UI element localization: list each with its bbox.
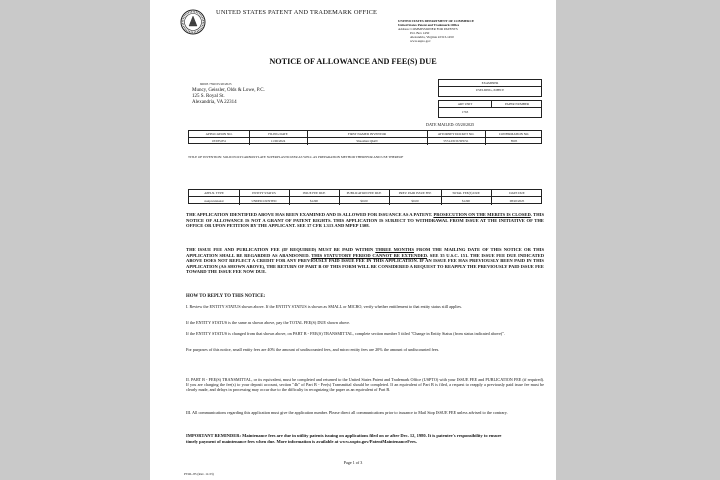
customer-codes: 60003 7590 05/20/2025 <box>200 82 232 86</box>
header-cell: APPLICATION NO. <box>205 132 233 136</box>
examiner-box <box>438 79 542 97</box>
addressee-block <box>192 88 265 106</box>
issue-fee-due: $1290 <box>310 199 318 203</box>
dept-line: Address: COMMISSIONER FOR PATENTS <box>398 27 458 31</box>
header-cell: ENTITY STATUS <box>252 191 276 195</box>
prev-paid-issue-fee: $0.00 <box>411 199 419 203</box>
header-cell: CONFIRMATION NO. <box>498 132 530 136</box>
maintenance-fee-reminder: IMPORTANT REMINDER: Maintenance fees are due in utility patents issuing on applications filed on or after Dec. 12, 1980. It is patentee's responsibility to ensure timely payment of maintenance fees when due. More information is available at www.uspto.gov/PatentMaintenanceFees. <box>186 433 502 444</box>
header-cell: ISSUE FEE DUE <box>302 191 326 195</box>
header-cell: FIRST NAMED INVENTOR <box>347 132 387 136</box>
application-number: 18/935,851 <box>211 139 227 143</box>
instruction-paragraph: If the ENTITY STATUS is the same as shown above, pay the TOTAL FEE(S) DUE shown above. <box>186 320 351 325</box>
instruction-paragraph: II. PART B - FEE(S) TRANSMITTAL, or its equivalent, must be completed and returned to the United States Patent and Trademark Office (USPTO) with your ISSUE FEE and PUBLICATION FEE (if required). If you are charging the fee(s) to your deposit account, section "4b" of Part B - Fee(s) Transmittal should be completed. If an equivalent of Part B is filed, a request to reapply a previously paid issue fee must be clearly made, and delays in processing may occur due to the difficulty in recognizing the paper as an equivalent of Part B. <box>186 377 544 392</box>
dept-line: www.uspto.gov <box>410 39 431 43</box>
entity-status: UNDISCOUNTED <box>251 199 277 203</box>
header-cell: APPLN. TYPE <box>204 191 224 195</box>
fee-due-paragraph: THE ISSUE FEE AND PUBLICATION FEE (IF REQUIRED) MUST BE PAID WITHIN THREE MONTHS FROM THE MAILING DATE OF THIS NOTICE OR THIS APPLICATION SHALL BE REGARDED AS ABANDONED. THIS STATUTORY PERIOD CANNOT BE EXTENDED. SEE 35 U.S.C. 151. THE ISSUE FEE DUE INDICATED ABOVE DOES NOT REFLECT A CREDIT FOR ANY PREVIOUSLY PAID ISSUE FEE IN THIS APPLICATION. IF AN ISSUE FEE HAS PREVIOUSLY BEEN PAID IN THIS APPLICATION (AS SHOWN ABOVE), THE RETURN OF PART B OF THIS FORM WILL BE CONSIDERED A REQUEST TO REAPPLY THE PREVIOUSLY PAID ISSUE FEE TOWARD THE ISSUE FEE NOW DUE. <box>186 247 545 275</box>
allowance-paragraph: THE APPLICATION IDENTIFIED ABOVE HAS BEEN EXAMINED AND IS ALLOWED FOR ISSUANCE AS A PATENT. PROSECUTION ON THE MERITS IS CLOSED. THIS NOTICE OF ALLOWANCE IS NOT A GRANT OF PATENT RIGHTS. THIS APPLICATION IS SUBJECT TO WITHDRAWAL FROM ISSUE AT THE INITIATIVE OF THE OFFICE OR UPON PETITION BY THE APPLICANT. SEE 37 CFR 1.313 AND MPEP 1308. <box>186 212 545 229</box>
instruction-paragraph: For purposes of this notice, small entity fees are 40% the amount of undiscounted fees, and micro entity fees are 20% the amount of undiscounted fees. <box>186 347 440 352</box>
header-cell: TOTAL FEE(S) DUE <box>452 191 480 195</box>
header-cell: PREV. PAID ISSUE FEE <box>398 191 432 195</box>
notice-title: NOTICE OF ALLOWANCE AND FEE(S) DUE <box>269 57 437 66</box>
date-due: 08/20/2025 <box>509 199 525 203</box>
address-line: Muncy, Geissler, Olds & Lowe, P.C. <box>192 88 265 93</box>
docket-number: 5574-0315USPUS1 <box>443 139 469 143</box>
uspto-seal-icon <box>180 9 206 35</box>
title-of-invention: TITLE OF INVENTION: SOLID POLYCARBOXYLATE SUPERPLASTICIZER AS WELL AS PREPARATION METHOD THEREFOR AND USE THEREOF <box>188 155 404 159</box>
address-line: 125 S. Royal St. <box>192 94 225 99</box>
art-unit-box <box>438 100 542 118</box>
date-mailed: DATE MAILED: 05/20/2025 <box>426 122 475 127</box>
total-fees-due: $1290 <box>462 199 470 203</box>
dept-line: Alexandria, Virginia 22313-1450 <box>410 35 454 39</box>
address-line: Alexandria, VA 22314 <box>192 100 237 105</box>
department-address <box>398 19 474 43</box>
first-inventor: Shaozhen QIAN <box>356 139 378 143</box>
art-unit: 1763 <box>461 110 469 114</box>
fee-table <box>188 189 542 204</box>
instruction-paragraph: III. All communications regarding this application must give the application number. Please direct all communications prior to issuance to Mail Stop ISSUE FEE unless advised to the contrary. <box>186 410 508 415</box>
document-page <box>150 0 556 480</box>
dept-line: UNITED STATES DEPARTMENT OF COMMERCE <box>398 19 475 23</box>
header-cell: PUBLICATION FEE DUE <box>346 191 382 195</box>
header-cell: FILING DATE <box>268 132 288 136</box>
instruction-paragraph: I. Review the ENTITY STATUS shown above. If the ENTITY STATUS is shown as SMALL or MICRO, verify whether entitlement to that entity status still applies. <box>186 304 463 309</box>
instruction-paragraph: If the ENTITY STATUS is changed from that shown above, on PART B - FEE(S) TRANSMITTAL, complete section number 5 titled "Change in Entity Status (from status indicated above)". <box>186 331 505 336</box>
office-name: UNITED STATES PATENT AND TRADEMARK OFFICE <box>216 9 378 16</box>
examiner-name: USELDING, JOHN E <box>475 88 505 92</box>
form-number: PTOL-85 (Rev. 11/23) <box>184 472 214 476</box>
confirmation-number: 8505 <box>510 139 518 143</box>
art-unit-label: ART UNIT <box>457 102 473 106</box>
dept-line: P.O. Box 1450 <box>410 31 430 35</box>
filing-date: 11/06/2024 <box>270 139 286 143</box>
header-cell: DATE DUE <box>509 191 525 195</box>
header-cell: ATTORNEY DOCKET NO. <box>437 132 475 136</box>
how-to-reply-heading: HOW TO REPLY TO THIS NOTICE: <box>186 294 266 299</box>
application-type: nonprovisional <box>204 199 224 203</box>
publication-fee-due: $0.00 <box>360 199 368 203</box>
application-table <box>188 130 542 144</box>
page-number: Page 1 of 3 <box>343 460 363 465</box>
paper-number-label: PAPER NUMBER <box>504 102 530 106</box>
dept-line: United States Patent and Trademark Office <box>398 23 460 27</box>
examiner-label: EXAMINER <box>481 81 499 85</box>
